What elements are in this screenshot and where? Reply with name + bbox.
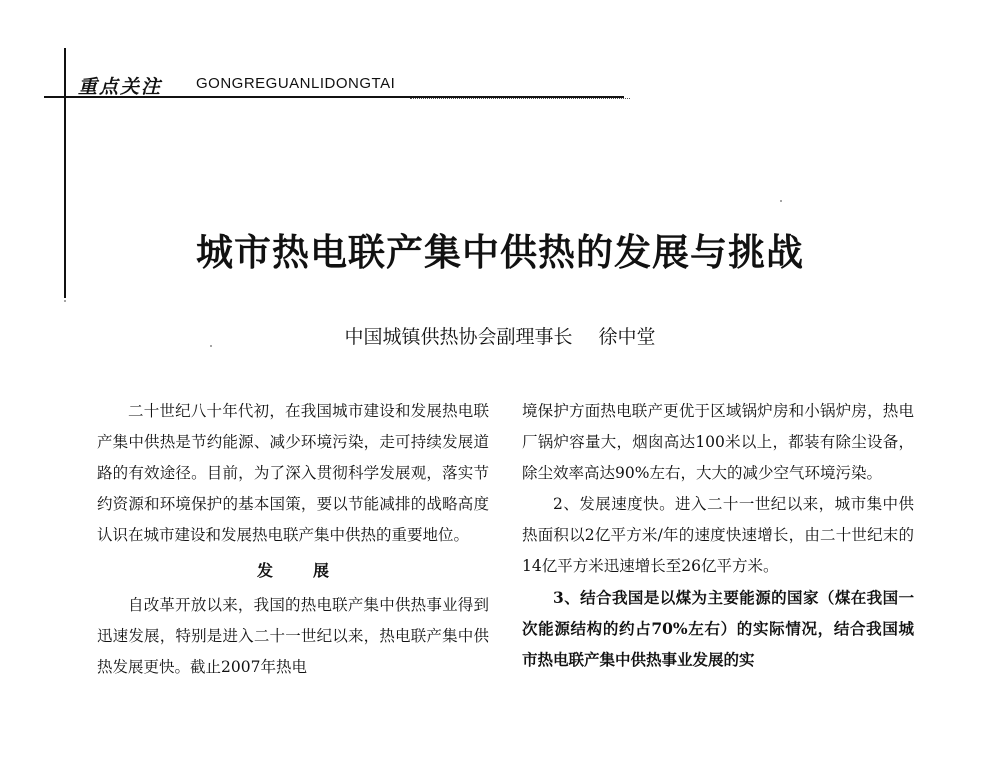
right-column (522, 396, 914, 675)
scan-speck (780, 200, 782, 202)
section-paragraph: 自改革开放以来，我国的热电联产集中供热事业得到迅速发展，特别是进入二十一世纪以来，热电联产集中供热发展更快。截止2007年热电 (97, 596, 489, 676)
left-column (97, 396, 489, 683)
continued-paragraph: 境保护方面热电联产更优于区域锅炉房和小锅炉房，热电厂锅炉容量大，烟囱高达100米以上，都装有除尘设备，除尘效率高达90%左右，大大的减少空气环境污染。 (522, 402, 914, 482)
author-name: 徐中堂 (598, 326, 656, 348)
point-2-paragraph: 2、发展速度快。进入二十一世纪以来，城市集中供热面积以2亿平方米/年的速度快速增长，由二十世纪末的14亿平方米迅速增长至26亿平方米。 (522, 495, 914, 575)
header-dotted-rule (410, 98, 630, 99)
author-organization: 中国城镇供热协会副理事长 (344, 326, 573, 348)
column-name-english: GONGREGUANLIDONGTAI (196, 75, 396, 92)
section-heading: 发 展 (256, 561, 341, 580)
article-title: 城市热电联产集中供热的发展与挑战 (196, 231, 804, 274)
scan-speck (64, 300, 66, 302)
author-line (0, 322, 1000, 349)
intro-paragraph: 二十世纪八十年代初，在我国城市建设和发展热电联产集中供热是节约能源、减少环境污染，走可持续发展道路的有效途径。目前，为了深入贯彻科学发展观，落实节约资源和环境保护的基本国策，要以节能减排的战略高度认识在城市建设和发展热电联产集中供热的重要地位。 (97, 402, 489, 544)
column-tag: 重点关注 (78, 76, 163, 98)
point-3-paragraph: 3、结合我国是以煤为主要能源的国家（煤在我国一次能源结构的约占70%左右）的实际情况，结合我国城市热电联产集中供热事业发展的实 (522, 588, 914, 669)
scan-speck (210, 345, 212, 347)
